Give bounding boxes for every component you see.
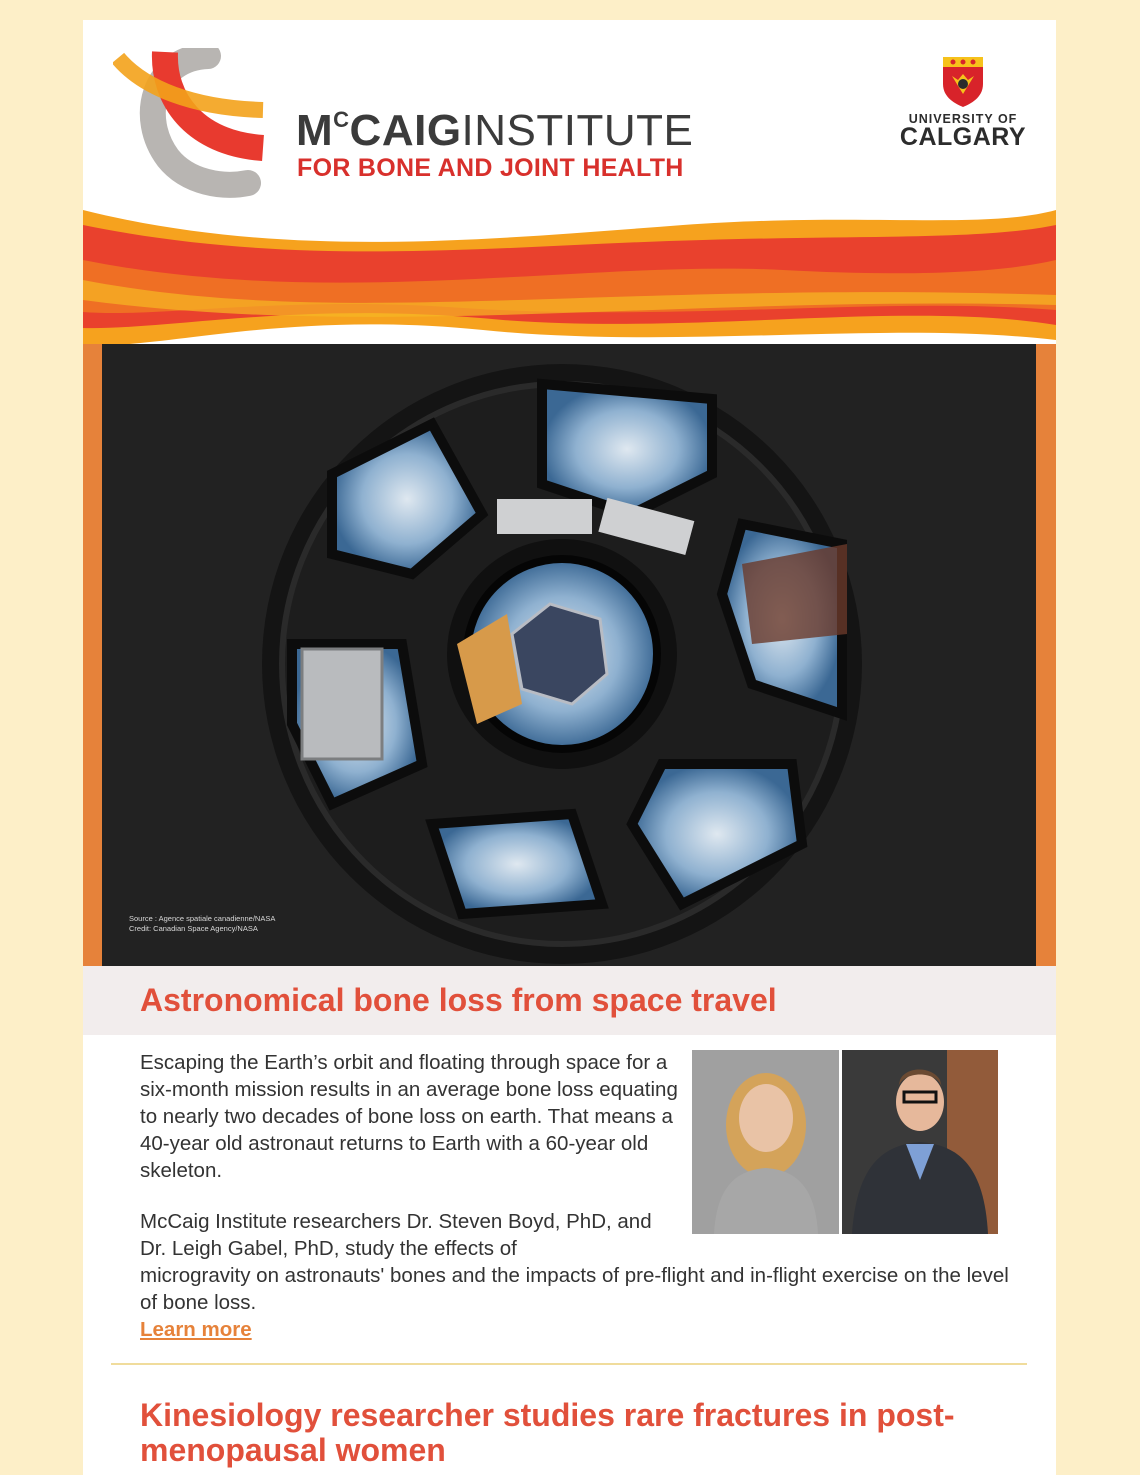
university-logo (898, 54, 1028, 151)
credit-source: Source : Agence spatiale canadienne/NASA (129, 914, 276, 923)
logo-title: $M^CCAIGINSTITUTE$ (296, 106, 694, 155)
newsletter-header (83, 20, 1056, 344)
crest-icon (940, 54, 986, 108)
article1-paragraph1: Escaping the Earth’s orbit and floating through space for a six-month mission results in an average bone loss equating to nearly two decades of bone loss on earth. That means a 40-year old astronaut returns to Earth with a 60-year old skeleton. (140, 1051, 678, 1182)
university-line1: UNIVERSITY OF (908, 112, 1018, 126)
cupola-image-icon (102, 344, 1036, 966)
article1-paragraph2-wrapped: McCaig Institute researchers Dr. Steven Boyd, PhD, and Dr. Leigh Gabel, PhD, study the effects of (140, 1210, 652, 1260)
mccaig-logo-icon (113, 48, 273, 208)
photo-credit (129, 914, 275, 934)
credit-credit: Credit: Canadian Space Agency/NASA (129, 924, 258, 933)
section-divider (111, 1363, 1027, 1365)
newsletter-frame (83, 20, 1056, 1475)
learn-more-link[interactable]: Learn more (140, 1318, 252, 1341)
university-line2: CALGARY (899, 123, 1027, 151)
header-wave-banner (83, 200, 1056, 345)
researchers-photo (692, 1050, 998, 1234)
article1-title[interactable]: Astronomical bone loss from space travel (140, 982, 777, 1018)
article1-paragraph2-full: microgravity on astronauts' bones and the impacts of pre-flight and in-flight exercise on the level of bone loss. (140, 1264, 1009, 1314)
article2-title[interactable]: Kinesiology researcher studies rare fractures in post-menopausal women (140, 1397, 955, 1468)
logo-subtitle: FOR BONE AND JOINT HEALTH (297, 154, 684, 182)
cupola-photo (102, 344, 1036, 966)
hero-banner (83, 344, 1056, 966)
